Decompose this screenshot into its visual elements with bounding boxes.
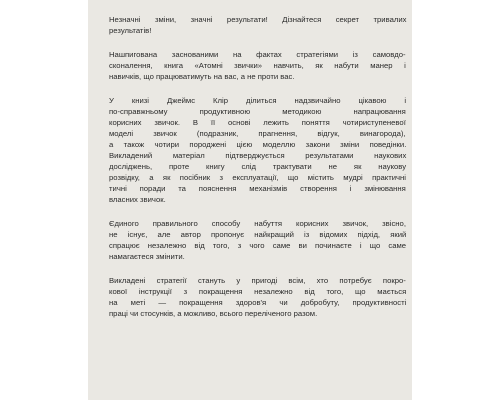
text-line: навичків, що працюватимуть на вас, а не проти вас.	[109, 72, 295, 81]
text-line: Незначні зміни, значні результати! Дізнайтеся секрет тривалих	[109, 15, 407, 24]
paragraph-tagline	[109, 14, 406, 36]
text-line: Нашпигована заснованими на фактах стратегіями із самовдо-	[109, 50, 406, 59]
text-line: не існує, але автор пропонує найкращий із відомих підхід, який	[109, 230, 407, 239]
text-line: праці чи стосунків, а можливо, всього переліченого разом.	[109, 309, 318, 318]
text-line: корисних звичок. В її основі лежить поняття чотириступеневої	[109, 118, 406, 127]
text-line: кової інструкції з покращення незалежно від того, що мається	[109, 287, 407, 296]
text-line: досліджень, проте книгу слід трактувати не як наукову	[109, 162, 407, 171]
text-line: розвідку, а як посібник з експлуатації, що містить мудрі практичні	[109, 173, 407, 182]
paragraph-description	[109, 95, 406, 205]
text-line: намагаєтеся змінити.	[109, 252, 185, 261]
text-line: тичні поради та пояснення механізмів створення і змінювання	[109, 184, 406, 193]
text-line: по-справжньому продуктивною методикою напрацювання	[109, 107, 406, 116]
text-line: Викладений матеріал підтверджується результатами наукових	[109, 151, 407, 160]
book-back-cover	[88, 0, 412, 400]
text-line: а також чотири породжені цією моделлю закони зміни поведінки.	[109, 140, 407, 149]
paragraph-approach	[109, 218, 406, 262]
text-line: Викладені стратегії стануть у пригоді всім, хто потребує покро-	[109, 276, 406, 285]
text-line: сконалення, книга «Атомні звички» навчить, як набути манер і	[109, 61, 406, 70]
text-line: Єдиного правильного способу набуття корисних звичок, звісно,	[109, 219, 406, 228]
text-line: результатів!	[109, 26, 152, 35]
paragraph-audience	[109, 275, 406, 319]
text-line: У книзі Джеймс Клір ділиться надзвичайно цікавою і	[109, 96, 407, 105]
text-line: спрацює незалежно від того, з чого саме ви починаєте і що саме	[109, 241, 407, 250]
text-line: моделі звичок (подразник, прагнення, відгук, винагорода),	[109, 129, 406, 138]
paragraph-intro	[109, 49, 406, 82]
text-line: власних звичок.	[109, 195, 166, 204]
text-line: на меті — покращення здоров'я чи добробуту, продуктивності	[109, 298, 407, 307]
